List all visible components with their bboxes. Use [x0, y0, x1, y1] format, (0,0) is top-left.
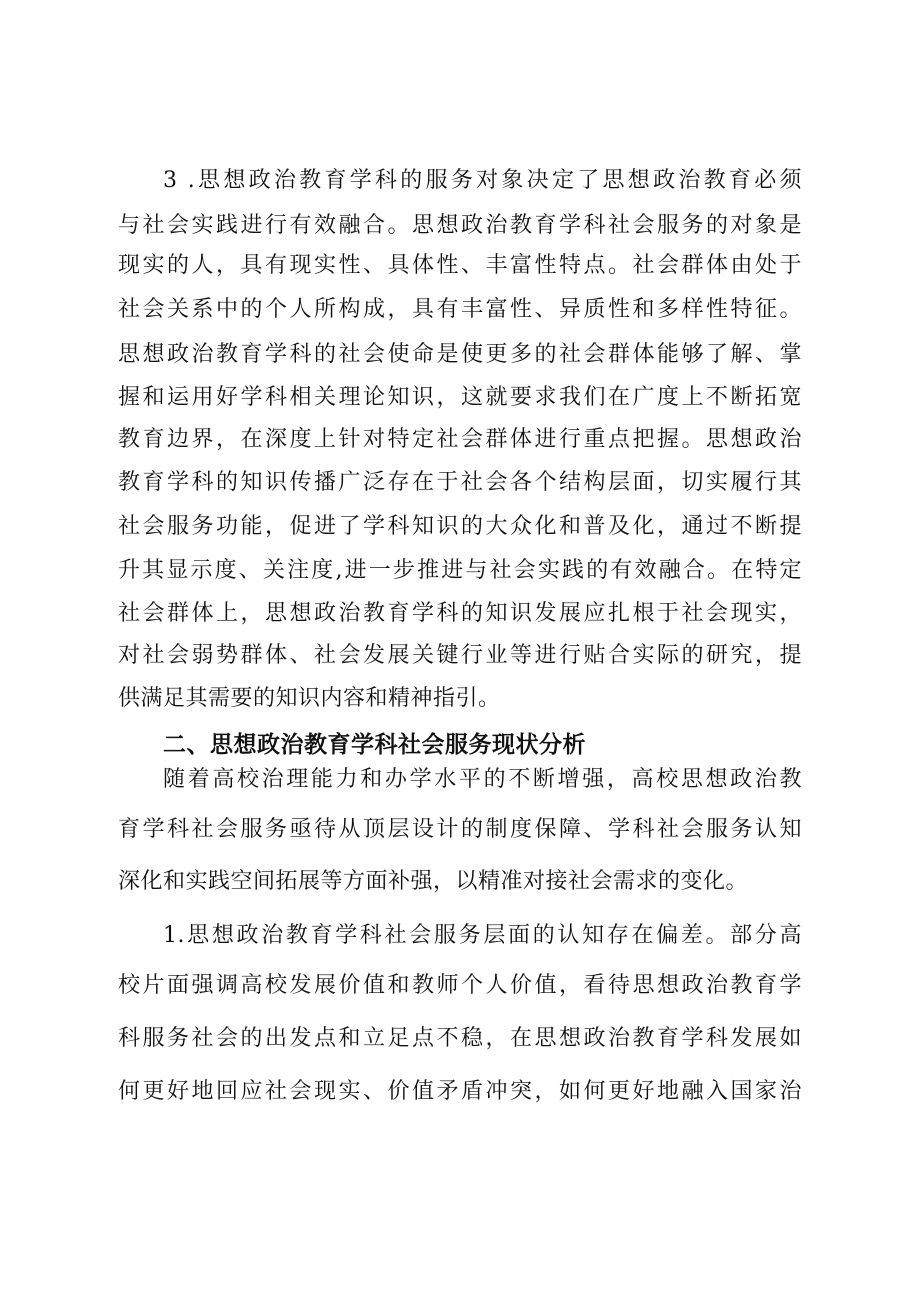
paragraph-1-line: 社会群体上，思想政治教育学科的知识发展应扎根于社会现实， [118, 601, 802, 626]
paragraph-3-line: 科服务社会的出发点和立足点不稳，在思想政治教育学科发展如 [118, 1026, 802, 1051]
paragraph-1-line: 供满足其需要的知识内容和精神指引。 [118, 686, 501, 711]
paragraph-1-line: 社会服务功能，促进了学科知识的大众化和普及化，通过不断提 [118, 514, 802, 539]
paragraph-1-line: 教育学科的知识传播广泛存在于社会各个结构层面，切实履行其 [118, 470, 802, 495]
paragraph-1-line: 3 .思想政治教育学科的服务对象决定了思想政治教育必须 [163, 168, 802, 193]
paragraph-1-line: 社会关系中的个人所构成，具有丰富性、异质性和多样性特征。 [118, 297, 802, 322]
section-heading: 二、思想政治教育学科社会服务现状分析 [163, 732, 586, 758]
paragraph-3-line: 何更好地回应社会现实、价值矛盾冲突，如何更好地融入国家治 [118, 1079, 802, 1104]
paragraph-1-line: 与社会实践进行有效融合。思想政治教育学科社会服务的对象是 [118, 213, 802, 238]
paragraph-1-line: 对社会弱势群体、社会发展关键行业等进行贴合实际的研究，提 [118, 643, 802, 668]
paragraph-1-line: 升其显示度、关注度,进一步推进与社会实践的有效融合。在特定 [118, 558, 802, 583]
paragraph-3-line: 1.思想政治教育学科社会服务层面的认知存在偏差。部分高 [163, 923, 802, 948]
paragraph-2-line: 深化和实践空间拓展等方面补强，以精准对接社会需求的变化。 [118, 869, 749, 894]
paragraph-1-line: 教育边界，在深度上针对特定社会群体进行重点把握。思想政治 [118, 427, 802, 452]
paragraph-1-line: 现实的人，具有现实性、具体性、丰富性特点。社会群体由处于 [118, 253, 802, 278]
paragraph-1-line: 握和运用好学科相关理论知识，这就要求我们在广度上不断拓宽 [118, 385, 802, 410]
paragraph-2-line: 育学科社会服务亟待从顶层设计的制度保障、学科社会服务认知 [118, 817, 802, 842]
paragraph-3-line: 校片面强调高校发展价值和教师个人价值，看待思想政治教育学 [118, 973, 802, 998]
paragraph-1-line: 思想政治教育学科的社会使命是使更多的社会群体能够了解、掌 [118, 342, 802, 367]
paragraph-2-line: 随着高校治理能力和办学水平的不断增强，高校思想政治教 [163, 767, 802, 792]
